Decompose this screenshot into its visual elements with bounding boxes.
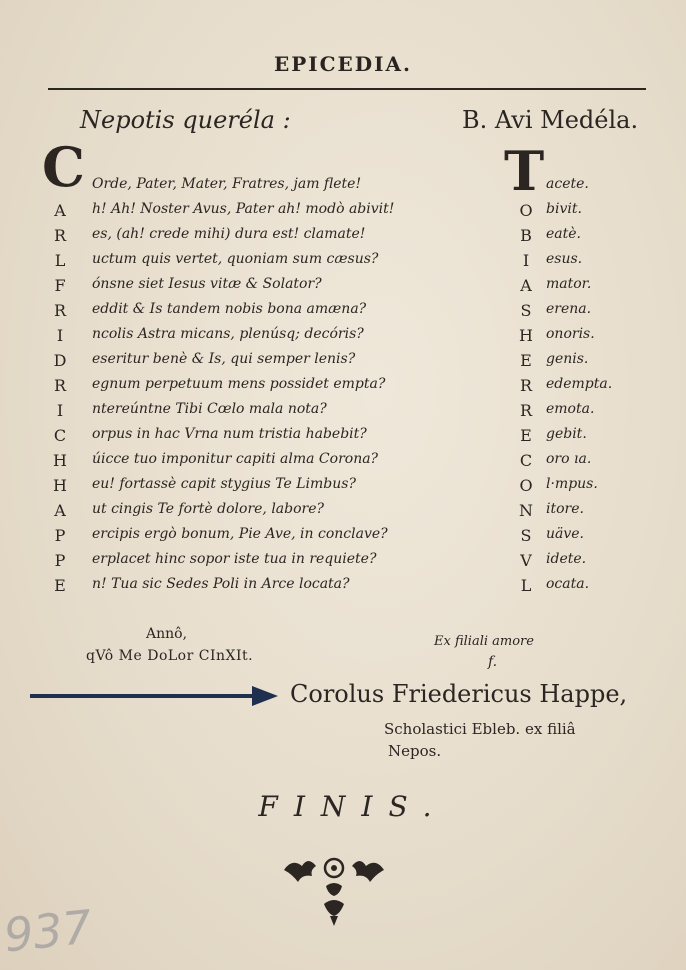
verse-line <box>0 551 686 575</box>
verse-line <box>0 576 686 600</box>
left-acrostic-letter: I <box>56 326 64 345</box>
left-verse-text: erplacet hinc sopor iste tua in requiete? <box>92 551 377 567</box>
verse-line <box>0 451 686 475</box>
right-acrostic-letter: H <box>519 326 533 345</box>
right-acrostic-letter: I <box>522 251 530 270</box>
left-verse-text: ónsne siet Iesus vitæ & Solator? <box>92 276 322 292</box>
right-verse-text: gebit. <box>546 426 587 442</box>
right-verse-text: genis. <box>546 351 589 367</box>
right-acrostic-letter: E <box>520 426 532 445</box>
right-verse-text: mator. <box>546 276 592 292</box>
f-mark: f. <box>488 654 498 670</box>
verse-line <box>0 526 686 550</box>
verse-line <box>0 301 686 325</box>
left-verse-text: eseritur benè & Is, qui semper lenis? <box>92 351 356 367</box>
right-verse-text: itore. <box>546 501 584 517</box>
left-acrostic-letter: A <box>54 201 66 220</box>
right-acrostic-letter: L <box>520 576 532 595</box>
left-verse-text: ut cingis Te fortè dolore, labore? <box>92 501 325 517</box>
left-acrostic-letter: R <box>53 226 67 245</box>
printers-ornament-icon <box>274 852 394 936</box>
right-subtitle: B. Avi Medéla. <box>462 106 639 134</box>
left-verse-text: eddit & Is tandem nobis bona amæna? <box>92 301 367 317</box>
right-acrostic-letter: S <box>520 301 532 320</box>
left-acrostic-letter: F <box>54 276 66 295</box>
right-acrostic-letter: V <box>520 551 532 570</box>
ex-filiali-amore: Ex filiali amore <box>434 634 534 649</box>
left-acrostic-letter: I <box>56 401 64 420</box>
verse-line <box>0 176 686 200</box>
right-verse-text: erena. <box>546 301 592 317</box>
left-acrostic-letter: A <box>54 501 66 520</box>
right-acrostic-letter: N <box>519 501 533 520</box>
handwritten-shelfmark: 937 <box>1 899 95 963</box>
right-verse-text: uäve. <box>546 526 585 542</box>
right-acrostic-letter: O <box>519 476 533 495</box>
left-acrostic-letter: L <box>54 251 66 270</box>
right-verse-text: bivit. <box>546 201 582 217</box>
left-verse-text: Orde, Pater, Mater, Fratres, jam flete! <box>92 176 362 192</box>
right-verse-text: oro ıa. <box>546 451 592 467</box>
right-acrostic-letter: E <box>520 351 532 370</box>
arrow-right-icon <box>30 684 280 712</box>
left-verse-text: ntereúntne Tibi Cœlo mala nota? <box>92 401 327 417</box>
left-verse-text: ncolis Astra micans, plenúsq; decóris? <box>92 326 364 342</box>
right-acrostic-letter: R <box>519 376 533 395</box>
left-verse-text: n! Tua sic Sedes Poli in Arce locata? <box>92 576 350 592</box>
left-verse-text: eu! fortassè capit stygius Te Limbus? <box>92 476 356 492</box>
right-verse-text: onoris. <box>546 326 595 342</box>
right-acrostic-letter: R <box>519 401 533 420</box>
left-acrostic-letter: R <box>53 301 67 320</box>
verse-line <box>0 426 686 450</box>
left-acrostic-letter: H <box>53 451 67 470</box>
right-acrostic-letter: S <box>520 526 532 545</box>
left-verse-text: uctum quis vertet, quoniam sum cæsus? <box>92 251 379 267</box>
drop-initial-right: T <box>504 139 545 203</box>
left-verse-text: h! Ah! Noster Avus, Pater ah! modò abivit! <box>92 201 395 217</box>
author-relation: Nepos. <box>388 742 442 760</box>
verse-line <box>0 251 686 275</box>
verse-line <box>0 376 686 400</box>
right-verse-text: acete. <box>546 176 589 192</box>
left-acrostic-letter: H <box>53 476 67 495</box>
anno-label: Annô, <box>146 626 188 642</box>
author-name: Corolus Friedericus Happe, <box>290 680 628 708</box>
right-verse-text: l·mpus. <box>546 476 598 492</box>
verse-line <box>0 276 686 300</box>
right-verse-text: idete. <box>546 551 587 567</box>
verse-line <box>0 351 686 375</box>
left-verse-text: orpus in hac Vrna num tristia habebit? <box>92 426 367 442</box>
verse-line <box>0 476 686 500</box>
right-verse-text: emota. <box>546 401 595 417</box>
verse-line <box>0 501 686 525</box>
left-verse-text: ercipis ergò bonum, Pie Ave, in conclave? <box>92 526 388 542</box>
left-acrostic-letter: C <box>53 426 67 445</box>
left-acrostic-letter: P <box>54 526 66 545</box>
verse-line <box>0 401 686 425</box>
author-role: Scholastici Ebleb. ex filiâ <box>384 720 576 738</box>
right-verse-text: esus. <box>546 251 583 267</box>
right-acrostic-letter: C <box>519 451 533 470</box>
finis-heading: FINIS. <box>258 790 448 823</box>
header-rule <box>48 88 646 90</box>
right-acrostic-letter: A <box>520 276 532 295</box>
left-acrostic-letter: R <box>53 376 67 395</box>
right-verse-text: eatè. <box>546 226 581 242</box>
left-acrostic-letter: E <box>54 576 66 595</box>
left-verse-text: es, (ah! crede mihi) dura est! clamate! <box>92 226 366 242</box>
left-subtitle: Nepotis queréla : <box>80 106 291 134</box>
right-verse-text: ocata. <box>546 576 590 592</box>
chronogram: qVô Me DoLor CInXIt. <box>86 648 254 664</box>
left-verse-text: egnum perpetuum mens possidet empta? <box>92 376 386 392</box>
verse-line <box>0 226 686 250</box>
right-acrostic-letter: B <box>520 226 532 245</box>
left-acrostic-letter: D <box>53 351 67 370</box>
verse-line <box>0 326 686 350</box>
right-verse-text: edempta. <box>546 376 613 392</box>
drop-initial-left: C <box>42 135 85 199</box>
left-acrostic-letter: P <box>54 551 66 570</box>
right-acrostic-letter: O <box>519 201 533 220</box>
page-header-title: EPICEDIA. <box>274 52 412 76</box>
verse-line <box>0 201 686 225</box>
left-verse-text: úicce tuo imponitur capiti alma Corona? <box>92 451 379 467</box>
